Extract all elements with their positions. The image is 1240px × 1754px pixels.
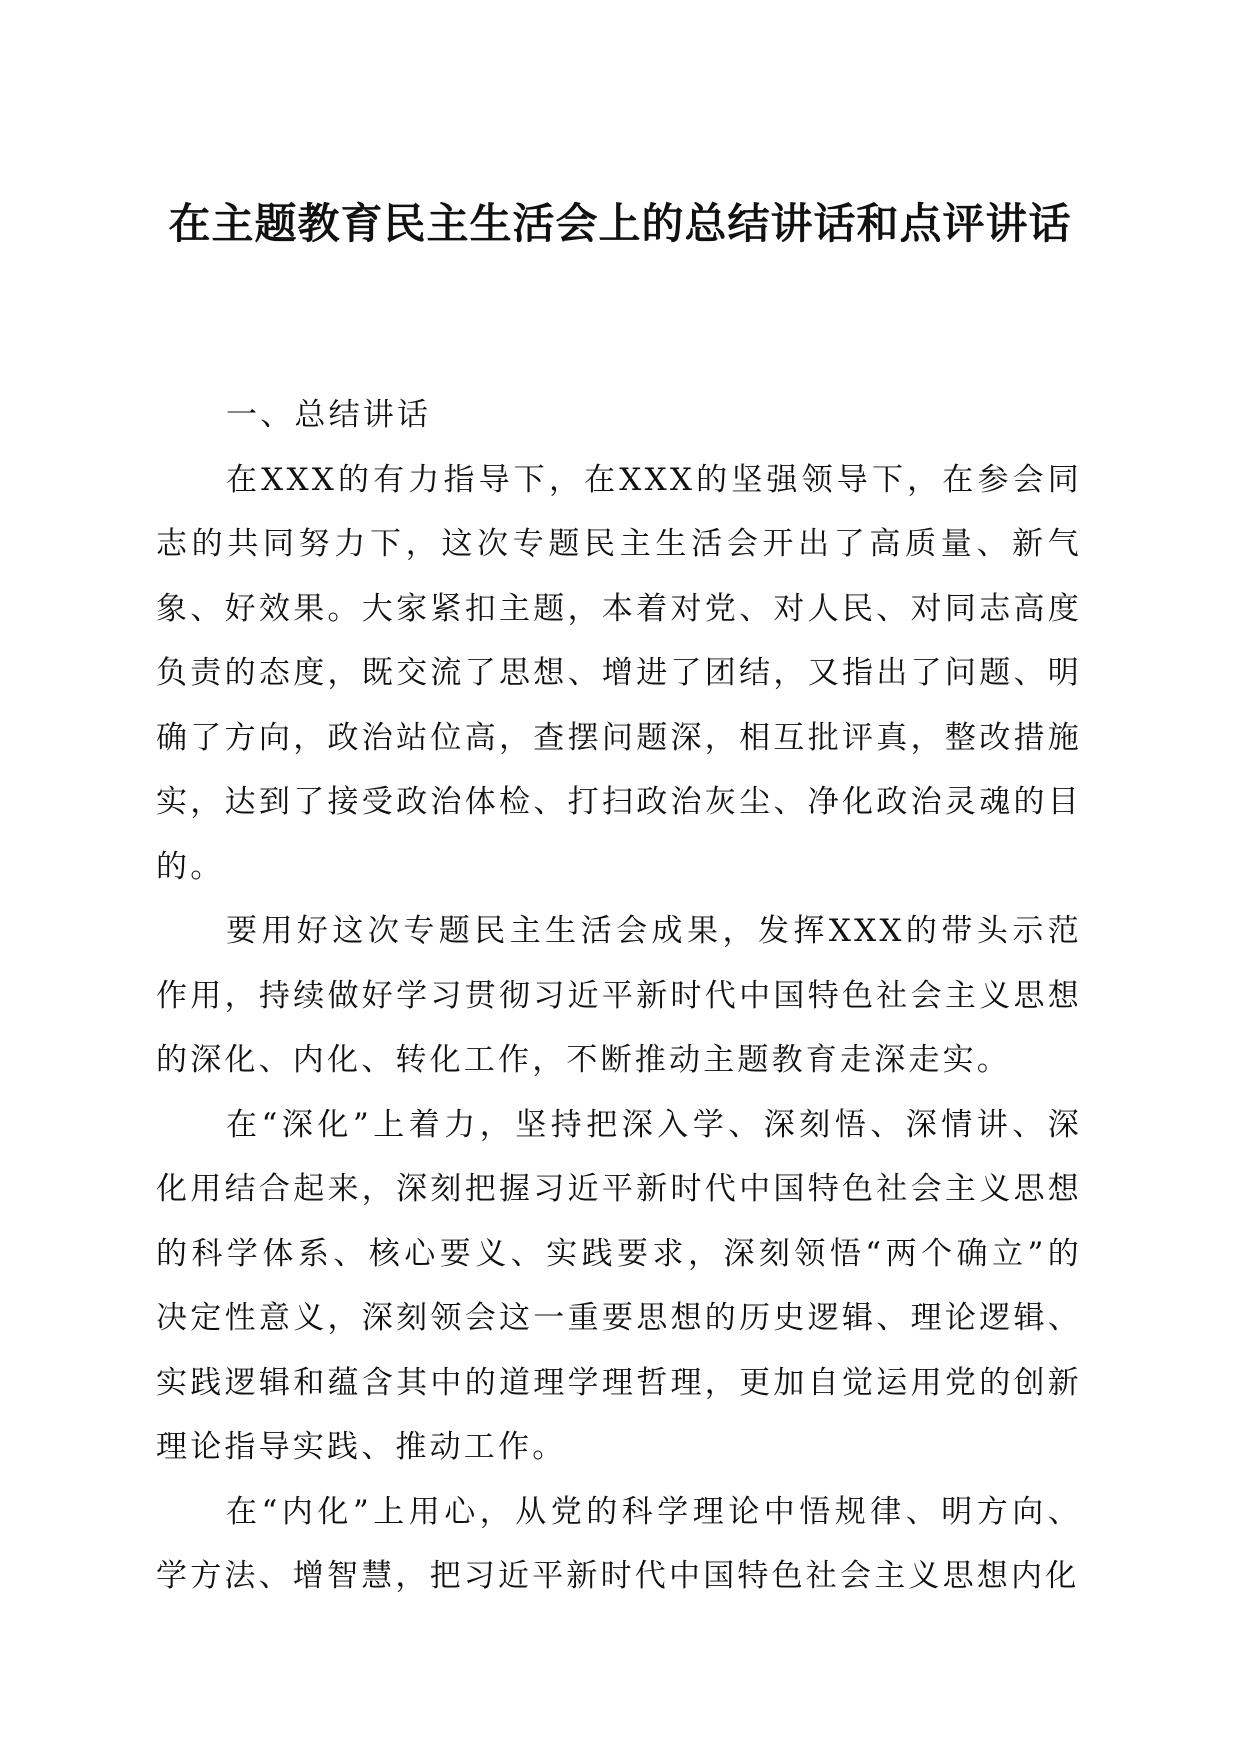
section-heading: 一、总结讲话 xyxy=(226,397,432,433)
document-body xyxy=(156,383,1082,1609)
paragraph: 在XXX的有力指导下，在XXX的坚强领导下，在参会同志的共同努力下，这次专题民主生活会开出了高质量、新气象、好效果。大家紧扣主题，本着对党、对人民、对同志高度负责的态度，既交流了思想、增进了团结，又指出了问题、明确了方向，政治站位高，查摆问题深，相互批评真，整改措施实，达到了接受政治体检、打扫政治灰尘、净化政治灵魂的目的。 xyxy=(156,461,1082,885)
document-title: 在主题教育民主生活会上的总结讲话和点评讲话 xyxy=(168,199,1072,248)
paragraph: 在“内化”上用心，从党的科学理论中悟规律、明方向、学方法、增智慧，把习近平新时代中国特色社会主义思想内化 xyxy=(156,1493,1082,1594)
paragraph: 要用好这次专题民主生活会成果，发挥XXX的带头示范作用，持续做好学习贯彻习近平新时代中国特色社会主义思想的深化、内化、转化工作，不断推动主题教育走深走实。 xyxy=(156,913,1082,1078)
paragraph: 在“深化”上着力，坚持把深入学、深刻悟、深情讲、深化用结合起来，深刻把握习近平新时代中国特色社会主义思想的科学体系、核心要义、实践要求，深刻领悟“两个确立”的决定性意义，深刻领会这一重要思想的历史逻辑、理论逻辑、实践逻辑和蕴含其中的道理学理哲理，更加自觉运用党的创新理论指导实践、推动工作。 xyxy=(156,1106,1082,1465)
